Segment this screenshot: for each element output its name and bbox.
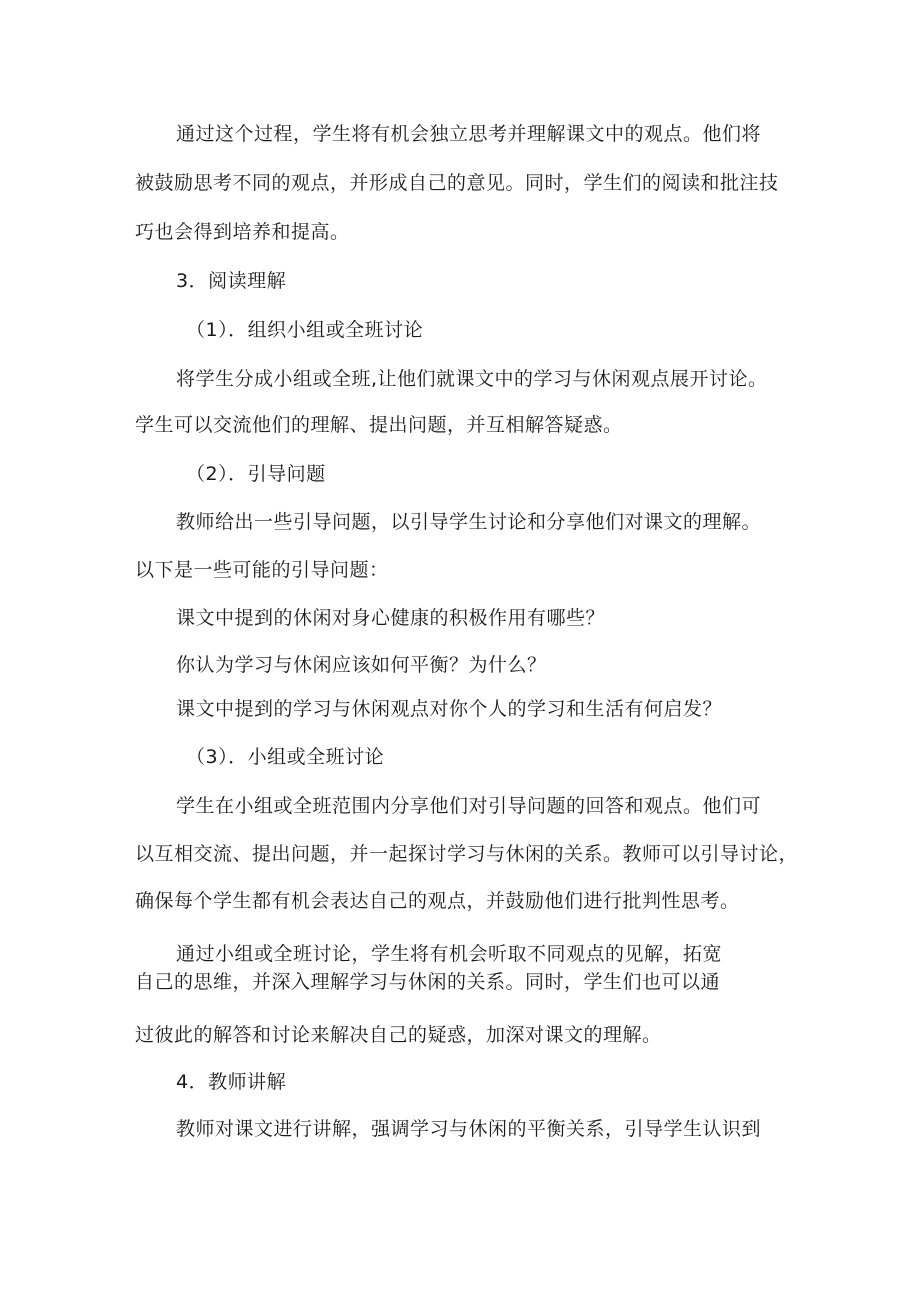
paragraph-line: 教师给出一些引导问题，以引导学生讨论和分享他们对课文的理解。 bbox=[176, 511, 762, 533]
paragraph-line: 过彼此的解答和讨论来解决自己的疑惑，加深对课文的理解。 bbox=[135, 1024, 662, 1046]
section-heading-4: 4．教师讲解 bbox=[176, 1071, 287, 1093]
paragraph-line: 通过这个过程，学生将有机会独立思考并理解课文中的观点。他们将 bbox=[176, 123, 762, 145]
subsection-heading-1: （1）．组织小组或全班讨论 bbox=[186, 319, 424, 341]
subsection-heading-3: （3）．小组或全班讨论 bbox=[186, 746, 385, 768]
paragraph-line: 教师对课文进行讲解，强调学习与休闲的平衡关系，引导学生认识到 bbox=[176, 1118, 762, 1140]
paragraph-line: 通过小组或全班讨论，学生将有机会听取不同观点的见解，拓宽 bbox=[176, 943, 723, 965]
paragraph-line: 以下是一些可能的引导问题： bbox=[135, 559, 389, 581]
paragraph-line: 巧也会得到培养和提高。 bbox=[135, 221, 350, 243]
paragraph-line: 学生在小组或全班范围内分享他们对引导问题的回答和观点。他们可 bbox=[176, 795, 762, 817]
paragraph-line: 被鼓励思考不同的观点，并形成自己的意见。同时，学生们的阅读和批注技 bbox=[135, 172, 779, 194]
paragraph-line: 将学生分成小组或全班,让他们就课文中的学习与休闲观点展开讨论。 bbox=[176, 368, 768, 390]
paragraph-line: 自己的思维，并深入理解学习与休闲的关系。同时，学生们也可以通 bbox=[135, 971, 721, 993]
paragraph-line: 以互相交流、提出问题，并一起探讨学习与休闲的关系。教师可以引导讨论， bbox=[135, 843, 799, 865]
paragraph-line: 学生可以交流他们的理解、提出问题，并互相解答疑惑。 bbox=[135, 414, 623, 436]
guiding-question: 课文中提到的学习与休闲观点对你个人的学习和生活有何启发？ bbox=[176, 698, 723, 720]
section-heading-3: 3．阅读理解 bbox=[176, 270, 287, 292]
subsection-heading-2: （2）．引导问题 bbox=[186, 463, 326, 485]
guiding-question: 课文中提到的休闲对身心健康的积极作用有哪些？ bbox=[176, 607, 606, 629]
paragraph-line: 确保每个学生都有机会表达自己的观点，并鼓励他们进行批判性思考。 bbox=[135, 890, 740, 912]
guiding-question: 你认为学习与休闲应该如何平衡？为什么？ bbox=[176, 654, 547, 676]
